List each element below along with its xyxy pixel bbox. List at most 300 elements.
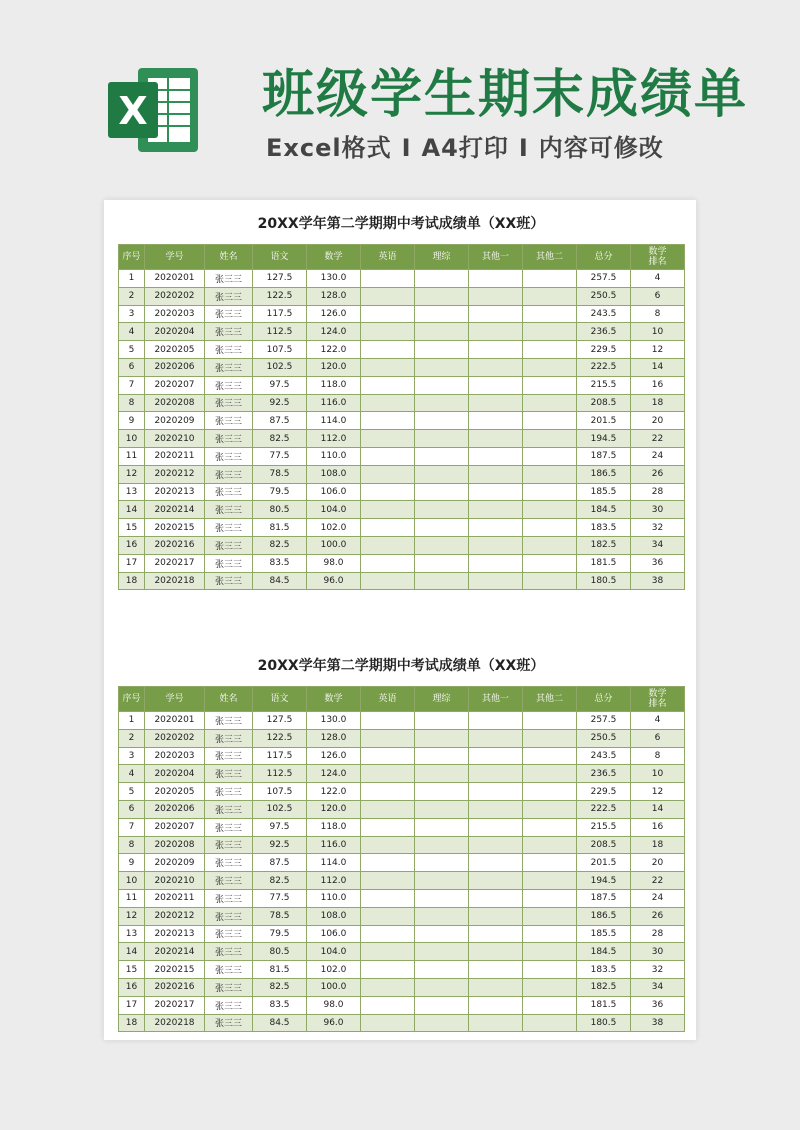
cell-col-math-rank[interactable]: 20 [631, 412, 685, 430]
cell-col-name[interactable]: 张三三 [205, 270, 253, 288]
cell-col-math-rank[interactable]: 14 [631, 800, 685, 818]
cell-col-science[interactable] [415, 358, 469, 376]
cell-col-index[interactable]: 1 [119, 270, 145, 288]
cell-col-math[interactable]: 96.0 [307, 572, 361, 590]
cell-col-index[interactable]: 14 [119, 501, 145, 519]
cell-col-total[interactable]: 180.5 [577, 1014, 631, 1032]
cell-col-math[interactable]: 116.0 [307, 394, 361, 412]
cell-col-name[interactable]: 张三三 [205, 943, 253, 961]
cell-col-chinese[interactable]: 80.5 [253, 943, 307, 961]
cell-col-other1[interactable] [469, 412, 523, 430]
cell-col-student-id[interactable]: 2020210 [145, 430, 205, 448]
cell-col-english[interactable] [361, 818, 415, 836]
cell-col-other2[interactable] [523, 270, 577, 288]
cell-col-index[interactable]: 18 [119, 1014, 145, 1032]
cell-col-index[interactable]: 5 [119, 783, 145, 801]
cell-col-english[interactable] [361, 712, 415, 730]
cell-col-english[interactable] [361, 412, 415, 430]
cell-col-student-id[interactable]: 2020209 [145, 412, 205, 430]
cell-col-student-id[interactable]: 2020201 [145, 270, 205, 288]
cell-col-chinese[interactable]: 82.5 [253, 978, 307, 996]
cell-col-student-id[interactable]: 2020212 [145, 907, 205, 925]
cell-col-index[interactable]: 17 [119, 554, 145, 572]
cell-col-student-id[interactable]: 2020202 [145, 287, 205, 305]
cell-col-student-id[interactable]: 2020217 [145, 996, 205, 1014]
cell-col-chinese[interactable]: 80.5 [253, 501, 307, 519]
cell-col-english[interactable] [361, 430, 415, 448]
cell-col-name[interactable]: 张三三 [205, 765, 253, 783]
cell-col-chinese[interactable]: 122.5 [253, 287, 307, 305]
cell-col-math[interactable]: 116.0 [307, 836, 361, 854]
cell-col-science[interactable] [415, 925, 469, 943]
cell-col-chinese[interactable]: 83.5 [253, 554, 307, 572]
cell-col-math-rank[interactable]: 22 [631, 872, 685, 890]
cell-col-science[interactable] [415, 783, 469, 801]
cell-col-other2[interactable] [523, 287, 577, 305]
cell-col-chinese[interactable]: 112.5 [253, 765, 307, 783]
cell-col-other2[interactable] [523, 996, 577, 1014]
cell-col-english[interactable] [361, 554, 415, 572]
cell-col-total[interactable]: 208.5 [577, 394, 631, 412]
cell-col-total[interactable]: 184.5 [577, 501, 631, 519]
cell-col-math-rank[interactable]: 28 [631, 925, 685, 943]
cell-col-chinese[interactable]: 122.5 [253, 729, 307, 747]
cell-col-chinese[interactable]: 92.5 [253, 836, 307, 854]
cell-col-total[interactable]: 194.5 [577, 872, 631, 890]
cell-col-other2[interactable] [523, 747, 577, 765]
cell-col-english[interactable] [361, 996, 415, 1014]
cell-col-math-rank[interactable]: 8 [631, 305, 685, 323]
cell-col-name[interactable]: 张三三 [205, 519, 253, 537]
cell-col-total[interactable]: 182.5 [577, 536, 631, 554]
cell-col-other2[interactable] [523, 412, 577, 430]
cell-col-student-id[interactable]: 2020215 [145, 961, 205, 979]
cell-col-name[interactable]: 张三三 [205, 483, 253, 501]
cell-col-science[interactable] [415, 961, 469, 979]
cell-col-other1[interactable] [469, 765, 523, 783]
cell-col-name[interactable]: 张三三 [205, 889, 253, 907]
cell-col-student-id[interactable]: 2020218 [145, 572, 205, 590]
cell-col-total[interactable]: 257.5 [577, 270, 631, 288]
cell-col-math[interactable]: 124.0 [307, 765, 361, 783]
cell-col-student-id[interactable]: 2020211 [145, 889, 205, 907]
cell-col-chinese[interactable]: 87.5 [253, 854, 307, 872]
cell-col-student-id[interactable]: 2020207 [145, 818, 205, 836]
cell-col-index[interactable]: 4 [119, 765, 145, 783]
cell-col-name[interactable]: 张三三 [205, 978, 253, 996]
cell-col-other1[interactable] [469, 943, 523, 961]
cell-col-name[interactable]: 张三三 [205, 554, 253, 572]
cell-col-other2[interactable] [523, 961, 577, 979]
cell-col-student-id[interactable]: 2020208 [145, 836, 205, 854]
cell-col-math[interactable]: 98.0 [307, 554, 361, 572]
cell-col-chinese[interactable]: 77.5 [253, 447, 307, 465]
cell-col-science[interactable] [415, 872, 469, 890]
cell-col-other2[interactable] [523, 536, 577, 554]
cell-col-student-id[interactable]: 2020203 [145, 305, 205, 323]
cell-col-english[interactable] [361, 978, 415, 996]
cell-col-math-rank[interactable]: 10 [631, 323, 685, 341]
cell-col-other1[interactable] [469, 572, 523, 590]
cell-col-other2[interactable] [523, 818, 577, 836]
cell-col-other2[interactable] [523, 836, 577, 854]
cell-col-chinese[interactable]: 107.5 [253, 783, 307, 801]
cell-col-other2[interactable] [523, 943, 577, 961]
cell-col-student-id[interactable]: 2020207 [145, 376, 205, 394]
cell-col-total[interactable]: 236.5 [577, 323, 631, 341]
cell-col-other2[interactable] [523, 1014, 577, 1032]
cell-col-other1[interactable] [469, 323, 523, 341]
cell-col-math[interactable]: 128.0 [307, 287, 361, 305]
cell-col-student-id[interactable]: 2020202 [145, 729, 205, 747]
cell-col-name[interactable]: 张三三 [205, 836, 253, 854]
cell-col-math-rank[interactable]: 4 [631, 712, 685, 730]
cell-col-english[interactable] [361, 907, 415, 925]
cell-col-math[interactable]: 104.0 [307, 943, 361, 961]
cell-col-chinese[interactable]: 87.5 [253, 412, 307, 430]
cell-col-math-rank[interactable]: 18 [631, 394, 685, 412]
cell-col-chinese[interactable]: 127.5 [253, 270, 307, 288]
cell-col-index[interactable]: 11 [119, 889, 145, 907]
cell-col-other2[interactable] [523, 323, 577, 341]
cell-col-total[interactable]: 186.5 [577, 907, 631, 925]
cell-col-english[interactable] [361, 447, 415, 465]
cell-col-total[interactable]: 187.5 [577, 447, 631, 465]
cell-col-other1[interactable] [469, 872, 523, 890]
cell-col-total[interactable]: 181.5 [577, 996, 631, 1014]
cell-col-other2[interactable] [523, 430, 577, 448]
cell-col-other2[interactable] [523, 341, 577, 359]
cell-col-chinese[interactable]: 81.5 [253, 519, 307, 537]
cell-col-english[interactable] [361, 800, 415, 818]
cell-col-index[interactable]: 16 [119, 536, 145, 554]
cell-col-other2[interactable] [523, 483, 577, 501]
cell-col-chinese[interactable]: 97.5 [253, 818, 307, 836]
cell-col-name[interactable]: 张三三 [205, 536, 253, 554]
cell-col-index[interactable]: 1 [119, 712, 145, 730]
cell-col-science[interactable] [415, 430, 469, 448]
cell-col-name[interactable]: 张三三 [205, 287, 253, 305]
cell-col-science[interactable] [415, 889, 469, 907]
cell-col-name[interactable]: 张三三 [205, 501, 253, 519]
cell-col-other1[interactable] [469, 729, 523, 747]
cell-col-student-id[interactable]: 2020214 [145, 501, 205, 519]
cell-col-index[interactable]: 16 [119, 978, 145, 996]
cell-col-name[interactable]: 张三三 [205, 305, 253, 323]
cell-col-index[interactable]: 3 [119, 305, 145, 323]
cell-col-english[interactable] [361, 943, 415, 961]
cell-col-index[interactable]: 10 [119, 430, 145, 448]
cell-col-other1[interactable] [469, 483, 523, 501]
cell-col-other1[interactable] [469, 430, 523, 448]
cell-col-english[interactable] [361, 483, 415, 501]
cell-col-chinese[interactable]: 107.5 [253, 341, 307, 359]
cell-col-index[interactable]: 4 [119, 323, 145, 341]
cell-col-total[interactable]: 208.5 [577, 836, 631, 854]
cell-col-index[interactable]: 8 [119, 394, 145, 412]
cell-col-science[interactable] [415, 519, 469, 537]
cell-col-index[interactable]: 12 [119, 907, 145, 925]
cell-col-total[interactable]: 229.5 [577, 783, 631, 801]
cell-col-math[interactable]: 114.0 [307, 854, 361, 872]
cell-col-total[interactable]: 229.5 [577, 341, 631, 359]
cell-col-student-id[interactable]: 2020216 [145, 978, 205, 996]
cell-col-name[interactable]: 张三三 [205, 783, 253, 801]
cell-col-math-rank[interactable]: 24 [631, 889, 685, 907]
cell-col-science[interactable] [415, 554, 469, 572]
cell-col-math[interactable]: 106.0 [307, 483, 361, 501]
cell-col-index[interactable]: 7 [119, 818, 145, 836]
cell-col-name[interactable]: 张三三 [205, 358, 253, 376]
cell-col-other1[interactable] [469, 501, 523, 519]
cell-col-total[interactable]: 183.5 [577, 961, 631, 979]
cell-col-math[interactable]: 114.0 [307, 412, 361, 430]
cell-col-english[interactable] [361, 270, 415, 288]
cell-col-student-id[interactable]: 2020218 [145, 1014, 205, 1032]
cell-col-math[interactable]: 120.0 [307, 800, 361, 818]
cell-col-math[interactable]: 110.0 [307, 447, 361, 465]
cell-col-math-rank[interactable]: 18 [631, 836, 685, 854]
cell-col-science[interactable] [415, 907, 469, 925]
cell-col-other2[interactable] [523, 729, 577, 747]
cell-col-other2[interactable] [523, 305, 577, 323]
cell-col-index[interactable]: 10 [119, 872, 145, 890]
cell-col-math-rank[interactable]: 38 [631, 572, 685, 590]
cell-col-index[interactable]: 15 [119, 961, 145, 979]
cell-col-math-rank[interactable]: 8 [631, 747, 685, 765]
cell-col-name[interactable]: 张三三 [205, 341, 253, 359]
cell-col-math-rank[interactable]: 34 [631, 978, 685, 996]
cell-col-english[interactable] [361, 305, 415, 323]
cell-col-index[interactable]: 9 [119, 412, 145, 430]
cell-col-name[interactable]: 张三三 [205, 800, 253, 818]
cell-col-math-rank[interactable]: 20 [631, 854, 685, 872]
cell-col-total[interactable]: 250.5 [577, 729, 631, 747]
cell-col-name[interactable]: 张三三 [205, 323, 253, 341]
cell-col-math-rank[interactable]: 32 [631, 519, 685, 537]
cell-col-english[interactable] [361, 358, 415, 376]
cell-col-chinese[interactable]: 82.5 [253, 430, 307, 448]
cell-col-math[interactable]: 122.0 [307, 341, 361, 359]
cell-col-math[interactable]: 118.0 [307, 376, 361, 394]
cell-col-chinese[interactable]: 83.5 [253, 996, 307, 1014]
cell-col-total[interactable]: 243.5 [577, 305, 631, 323]
cell-col-index[interactable]: 13 [119, 483, 145, 501]
cell-col-index[interactable]: 12 [119, 465, 145, 483]
cell-col-student-id[interactable]: 2020215 [145, 519, 205, 537]
cell-col-science[interactable] [415, 270, 469, 288]
cell-col-math-rank[interactable]: 16 [631, 818, 685, 836]
cell-col-index[interactable]: 14 [119, 943, 145, 961]
cell-col-other1[interactable] [469, 270, 523, 288]
cell-col-chinese[interactable]: 79.5 [253, 483, 307, 501]
cell-col-english[interactable] [361, 836, 415, 854]
cell-col-math[interactable]: 102.0 [307, 961, 361, 979]
cell-col-math[interactable]: 124.0 [307, 323, 361, 341]
cell-col-student-id[interactable]: 2020206 [145, 358, 205, 376]
cell-col-math[interactable]: 120.0 [307, 358, 361, 376]
cell-col-total[interactable]: 201.5 [577, 412, 631, 430]
cell-col-other1[interactable] [469, 465, 523, 483]
cell-col-science[interactable] [415, 818, 469, 836]
cell-col-chinese[interactable]: 97.5 [253, 376, 307, 394]
cell-col-name[interactable]: 张三三 [205, 430, 253, 448]
cell-col-chinese[interactable]: 102.5 [253, 358, 307, 376]
cell-col-other2[interactable] [523, 712, 577, 730]
cell-col-science[interactable] [415, 943, 469, 961]
cell-col-student-id[interactable]: 2020201 [145, 712, 205, 730]
cell-col-student-id[interactable]: 2020208 [145, 394, 205, 412]
cell-col-other1[interactable] [469, 305, 523, 323]
cell-col-math[interactable]: 108.0 [307, 907, 361, 925]
cell-col-other1[interactable] [469, 783, 523, 801]
cell-col-science[interactable] [415, 1014, 469, 1032]
cell-col-english[interactable] [361, 854, 415, 872]
cell-col-total[interactable]: 243.5 [577, 747, 631, 765]
cell-col-other1[interactable] [469, 358, 523, 376]
cell-col-other2[interactable] [523, 765, 577, 783]
cell-col-math[interactable]: 102.0 [307, 519, 361, 537]
cell-col-math[interactable]: 122.0 [307, 783, 361, 801]
cell-col-student-id[interactable]: 2020210 [145, 872, 205, 890]
cell-col-name[interactable]: 张三三 [205, 465, 253, 483]
cell-col-math[interactable]: 126.0 [307, 305, 361, 323]
cell-col-index[interactable]: 6 [119, 358, 145, 376]
cell-col-english[interactable] [361, 341, 415, 359]
cell-col-math[interactable]: 112.0 [307, 872, 361, 890]
cell-col-chinese[interactable]: 117.5 [253, 305, 307, 323]
cell-col-math-rank[interactable]: 12 [631, 783, 685, 801]
cell-col-other2[interactable] [523, 925, 577, 943]
cell-col-math-rank[interactable]: 16 [631, 376, 685, 394]
cell-col-index[interactable]: 8 [119, 836, 145, 854]
cell-col-math-rank[interactable]: 30 [631, 943, 685, 961]
cell-col-science[interactable] [415, 572, 469, 590]
cell-col-index[interactable]: 2 [119, 729, 145, 747]
cell-col-index[interactable]: 18 [119, 572, 145, 590]
cell-col-chinese[interactable]: 92.5 [253, 394, 307, 412]
cell-col-total[interactable]: 181.5 [577, 554, 631, 572]
cell-col-total[interactable]: 183.5 [577, 519, 631, 537]
cell-col-name[interactable]: 张三三 [205, 376, 253, 394]
cell-col-english[interactable] [361, 394, 415, 412]
cell-col-chinese[interactable]: 77.5 [253, 889, 307, 907]
cell-col-math[interactable]: 110.0 [307, 889, 361, 907]
cell-col-math[interactable]: 118.0 [307, 818, 361, 836]
cell-col-student-id[interactable]: 2020204 [145, 765, 205, 783]
cell-col-index[interactable]: 17 [119, 996, 145, 1014]
cell-col-other1[interactable] [469, 712, 523, 730]
cell-col-other1[interactable] [469, 447, 523, 465]
cell-col-student-id[interactable]: 2020205 [145, 341, 205, 359]
cell-col-other1[interactable] [469, 996, 523, 1014]
cell-col-chinese[interactable]: 82.5 [253, 872, 307, 890]
cell-col-total[interactable]: 186.5 [577, 465, 631, 483]
cell-col-total[interactable]: 222.5 [577, 800, 631, 818]
cell-col-science[interactable] [415, 765, 469, 783]
cell-col-student-id[interactable]: 2020216 [145, 536, 205, 554]
cell-col-total[interactable]: 182.5 [577, 978, 631, 996]
cell-col-total[interactable]: 185.5 [577, 925, 631, 943]
cell-col-other1[interactable] [469, 925, 523, 943]
cell-col-student-id[interactable]: 2020213 [145, 925, 205, 943]
cell-col-chinese[interactable]: 81.5 [253, 961, 307, 979]
cell-col-math-rank[interactable]: 30 [631, 501, 685, 519]
cell-col-math[interactable]: 96.0 [307, 1014, 361, 1032]
cell-col-science[interactable] [415, 341, 469, 359]
cell-col-index[interactable]: 7 [119, 376, 145, 394]
cell-col-math[interactable]: 106.0 [307, 925, 361, 943]
cell-col-total[interactable]: 194.5 [577, 430, 631, 448]
cell-col-math-rank[interactable]: 38 [631, 1014, 685, 1032]
cell-col-student-id[interactable]: 2020203 [145, 747, 205, 765]
cell-col-science[interactable] [415, 536, 469, 554]
cell-col-other2[interactable] [523, 572, 577, 590]
cell-col-index[interactable]: 6 [119, 800, 145, 818]
cell-col-math[interactable]: 104.0 [307, 501, 361, 519]
cell-col-math-rank[interactable]: 22 [631, 430, 685, 448]
cell-col-other1[interactable] [469, 747, 523, 765]
cell-col-english[interactable] [361, 519, 415, 537]
cell-col-total[interactable]: 184.5 [577, 943, 631, 961]
cell-col-other1[interactable] [469, 978, 523, 996]
cell-col-english[interactable] [361, 465, 415, 483]
cell-col-math-rank[interactable]: 28 [631, 483, 685, 501]
cell-col-other2[interactable] [523, 783, 577, 801]
cell-col-other1[interactable] [469, 536, 523, 554]
cell-col-english[interactable] [361, 783, 415, 801]
cell-col-chinese[interactable]: 84.5 [253, 1014, 307, 1032]
cell-col-total[interactable]: 201.5 [577, 854, 631, 872]
cell-col-math-rank[interactable]: 14 [631, 358, 685, 376]
cell-col-other1[interactable] [469, 961, 523, 979]
cell-col-science[interactable] [415, 483, 469, 501]
cell-col-name[interactable]: 张三三 [205, 394, 253, 412]
cell-col-science[interactable] [415, 978, 469, 996]
cell-col-other1[interactable] [469, 519, 523, 537]
cell-col-name[interactable]: 张三三 [205, 712, 253, 730]
cell-col-name[interactable]: 张三三 [205, 447, 253, 465]
cell-col-other1[interactable] [469, 341, 523, 359]
cell-col-english[interactable] [361, 872, 415, 890]
cell-col-other2[interactable] [523, 394, 577, 412]
cell-col-math-rank[interactable]: 10 [631, 765, 685, 783]
cell-col-name[interactable]: 张三三 [205, 996, 253, 1014]
cell-col-other2[interactable] [523, 501, 577, 519]
cell-col-other1[interactable] [469, 907, 523, 925]
cell-col-other2[interactable] [523, 907, 577, 925]
cell-col-math[interactable]: 100.0 [307, 536, 361, 554]
cell-col-other2[interactable] [523, 854, 577, 872]
cell-col-total[interactable]: 185.5 [577, 483, 631, 501]
cell-col-name[interactable]: 张三三 [205, 961, 253, 979]
cell-col-math[interactable]: 130.0 [307, 270, 361, 288]
cell-col-chinese[interactable]: 78.5 [253, 465, 307, 483]
cell-col-math[interactable]: 128.0 [307, 729, 361, 747]
cell-col-science[interactable] [415, 305, 469, 323]
cell-col-total[interactable]: 222.5 [577, 358, 631, 376]
cell-col-science[interactable] [415, 747, 469, 765]
cell-col-math-rank[interactable]: 26 [631, 465, 685, 483]
cell-col-science[interactable] [415, 447, 469, 465]
cell-col-index[interactable]: 11 [119, 447, 145, 465]
cell-col-name[interactable]: 张三三 [205, 1014, 253, 1032]
cell-col-english[interactable] [361, 1014, 415, 1032]
cell-col-chinese[interactable]: 84.5 [253, 572, 307, 590]
cell-col-other1[interactable] [469, 1014, 523, 1032]
cell-col-other2[interactable] [523, 358, 577, 376]
cell-col-english[interactable] [361, 747, 415, 765]
